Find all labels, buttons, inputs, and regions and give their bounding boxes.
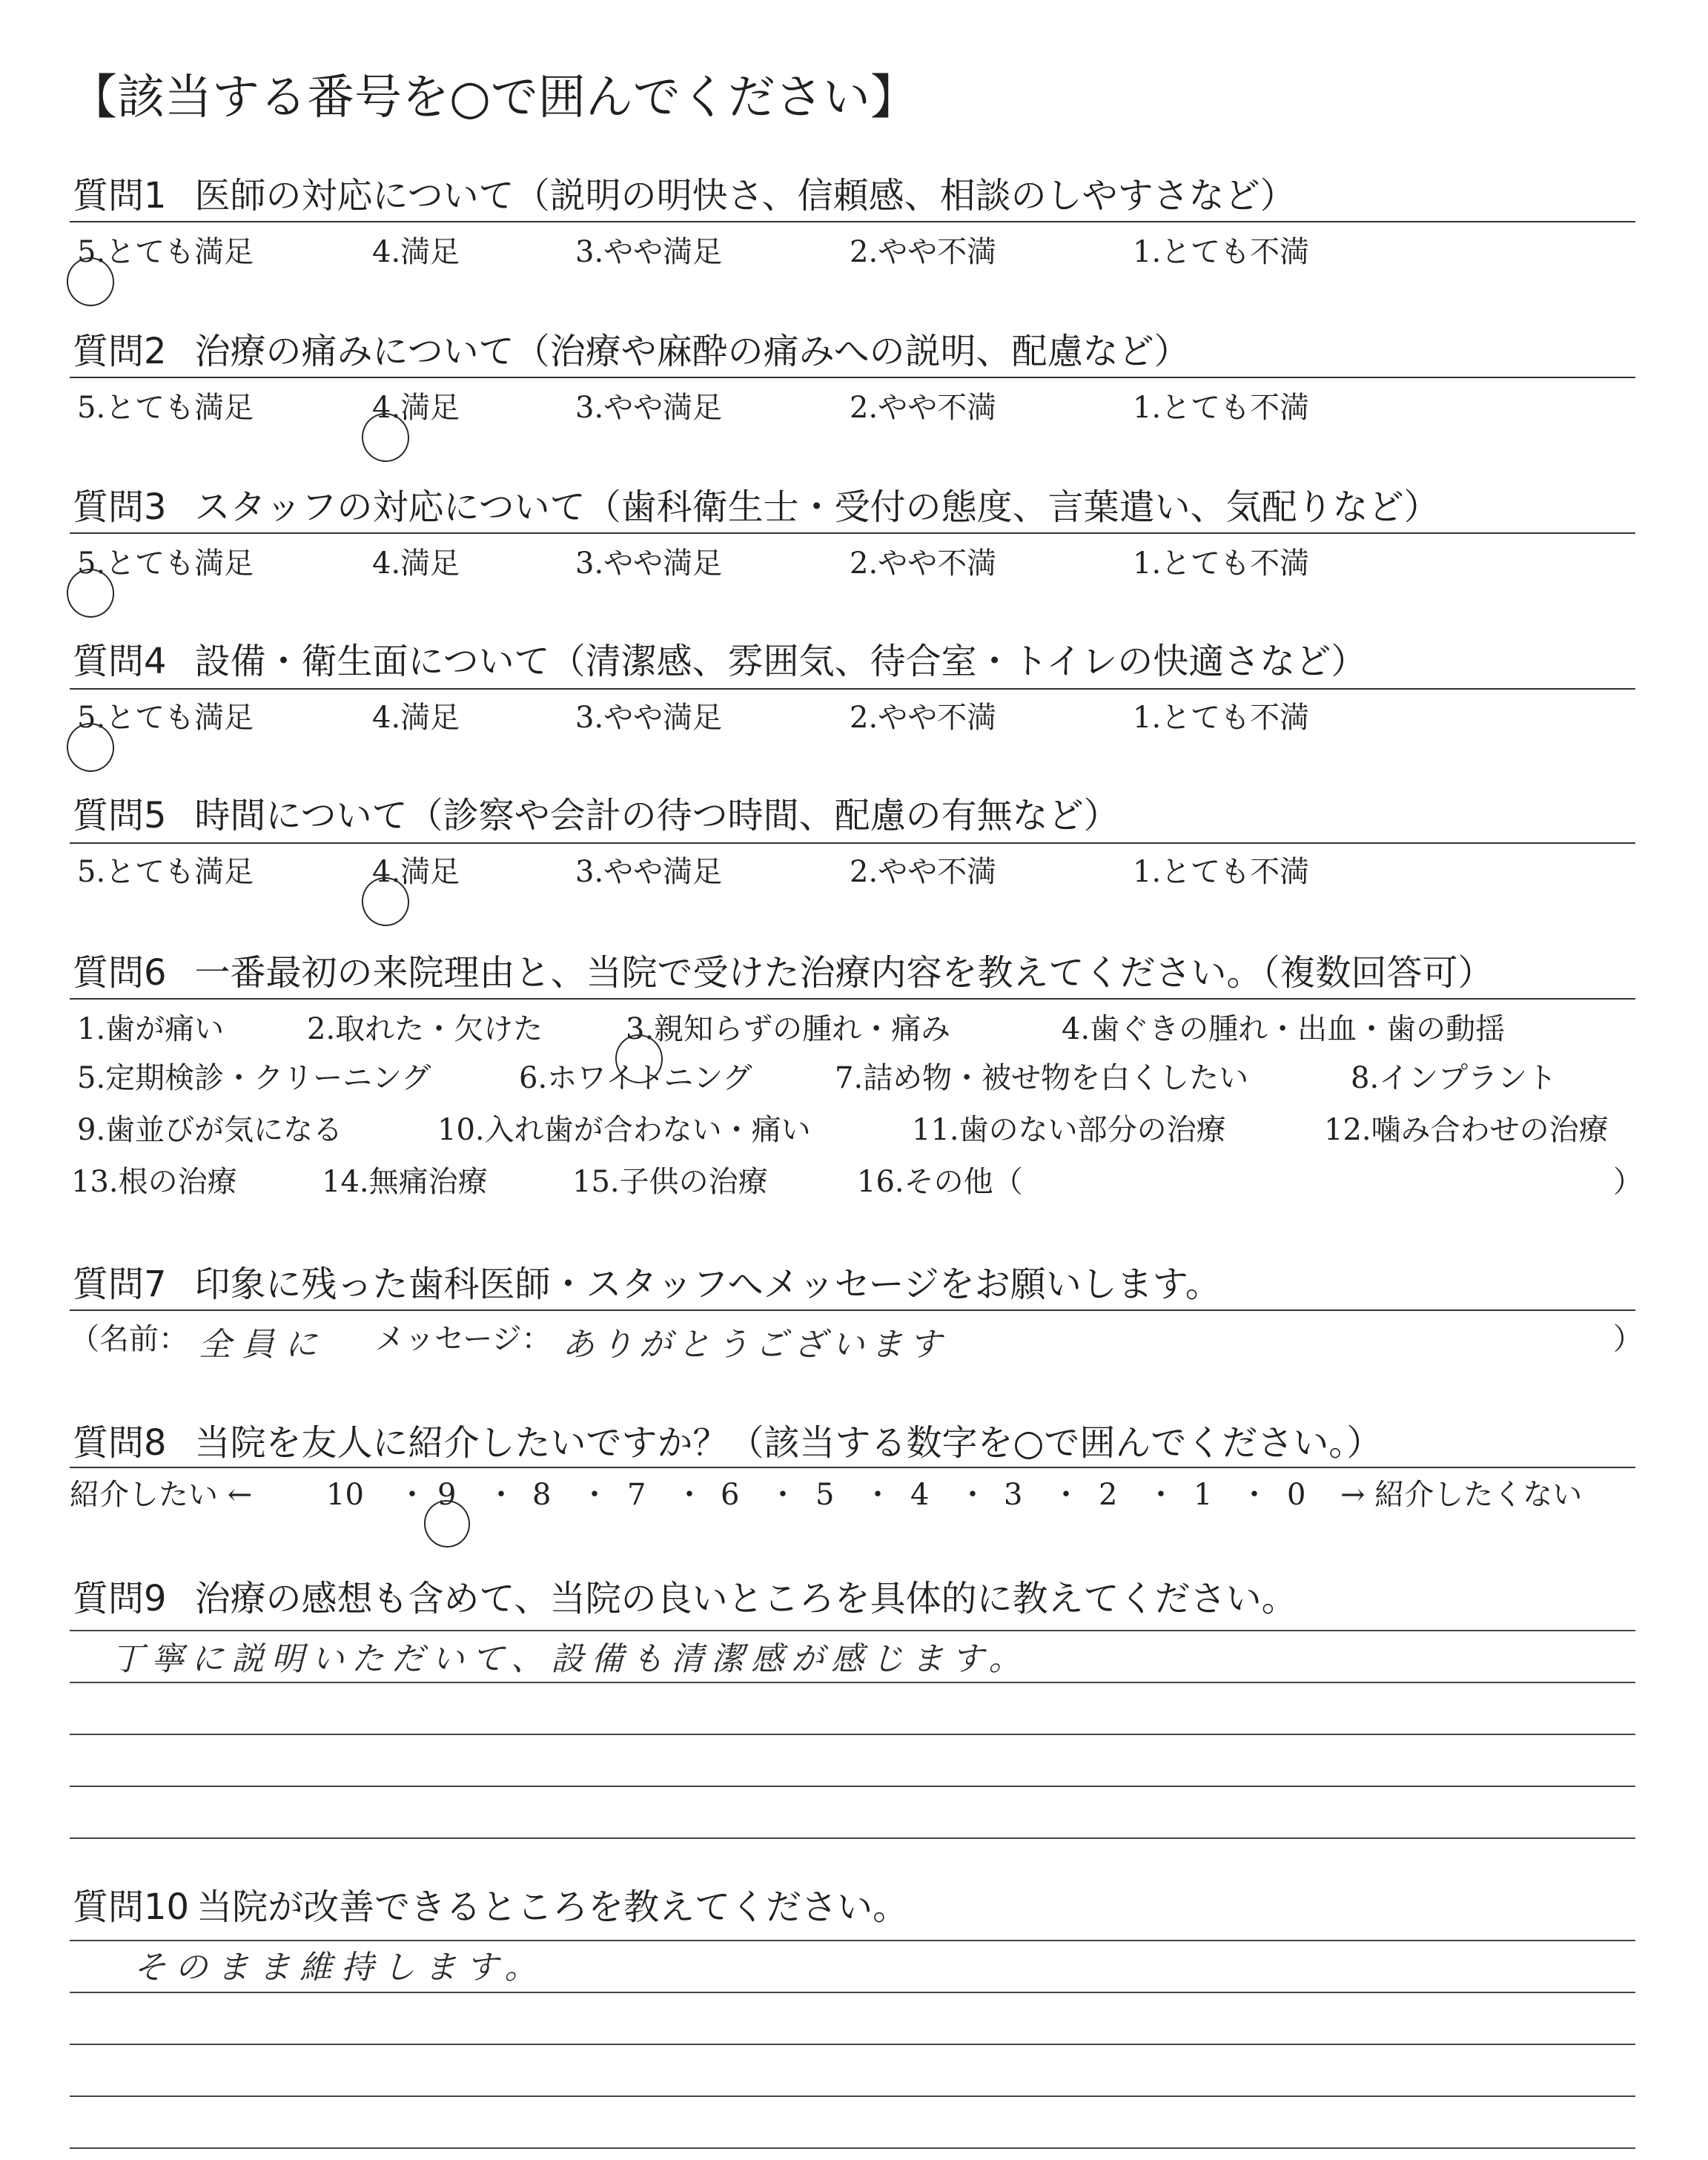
- question-8-rule: [70, 1467, 1635, 1468]
- answer-line: [70, 1786, 1635, 1787]
- q8-score-10[interactable]: 10: [326, 1478, 364, 1512]
- q6-option-14[interactable]: 14.無痛治療: [322, 1165, 488, 1199]
- q6-option-6[interactable]: 6.ホワイトニング: [519, 1061, 752, 1095]
- q6-option-3[interactable]: 3.親知らずの腫れ・痛み: [626, 1010, 950, 1048]
- q9-answer[interactable]: 丁寧に説明いただいて、設備も清潔感が感じます。: [111, 1640, 1029, 1678]
- answer-line: [70, 2044, 1635, 2045]
- question-7-label: 質問7: [73, 1264, 167, 1305]
- question-4-text: 設備・衛生面について（清潔感、雰囲気、待合室・トイレの快適さなど）: [194, 641, 1367, 682]
- question-9-title: [73, 1576, 1297, 1621]
- question-9-label: 質問9: [73, 1578, 167, 1619]
- q1-option-4[interactable]: 4.満足: [372, 235, 460, 269]
- q8-dot: ・: [768, 1478, 798, 1512]
- q8-dot: ・: [1146, 1478, 1176, 1512]
- q8-score-9[interactable]: 9: [437, 1476, 456, 1514]
- q2-option-3[interactable]: 3.やや満足: [575, 391, 723, 425]
- question-1-text: 医師の対応について（説明の明快さ、信頼感、相談のしやすさなど）: [194, 175, 1296, 217]
- q6-option-12[interactable]: 12.噛み合わせの治療: [1324, 1113, 1609, 1147]
- answer-line: [70, 1992, 1635, 1993]
- q8-score-3[interactable]: 3: [1004, 1478, 1023, 1512]
- question-4-title: [73, 639, 1366, 684]
- q4-option-4[interactable]: 4.満足: [372, 701, 460, 735]
- question-8-label: 質問8: [73, 1422, 167, 1464]
- q8-dot: ・: [1051, 1478, 1081, 1512]
- q8-dot: ・: [486, 1478, 516, 1512]
- q8-score-6[interactable]: 6: [721, 1478, 740, 1512]
- q2-option-4[interactable]: 4.満足: [372, 389, 460, 427]
- q6-option-9[interactable]: 9.歯並びが気になる: [77, 1113, 343, 1147]
- q8-score-7[interactable]: 7: [627, 1478, 646, 1512]
- q8-score-8[interactable]: 8: [532, 1478, 552, 1512]
- question-6-label: 質問6: [73, 952, 167, 994]
- question-1-title: [73, 174, 1296, 218]
- question-6-rule: [70, 998, 1635, 1000]
- q5-option-3[interactable]: 3.やや満足: [575, 855, 723, 889]
- question-7-title: [73, 1262, 1221, 1307]
- q6-option-11[interactable]: 11.歯のない部分の治療: [912, 1113, 1226, 1147]
- answer-line: [70, 1837, 1635, 1839]
- question-3-rule: [70, 532, 1635, 534]
- q6-option-4[interactable]: 4.歯ぐきの腫れ・出血・歯の動揺: [1062, 1012, 1506, 1046]
- answer-circle-mark: [420, 1496, 474, 1551]
- q6-option-13[interactable]: 13.根の治療: [71, 1165, 237, 1199]
- q4-option-3[interactable]: 3.やや満足: [575, 701, 723, 735]
- q2-option-1[interactable]: 1.とても不満: [1133, 391, 1310, 425]
- question-3-title: [73, 485, 1440, 529]
- q2-option-5[interactable]: 5.とても満足: [77, 391, 254, 425]
- answer-line: [70, 1682, 1635, 1683]
- q8-dot: ・: [580, 1478, 609, 1512]
- q5-option-1[interactable]: 1.とても不満: [1133, 855, 1310, 889]
- question-10-title: [73, 1885, 908, 1929]
- q8-left-label: 紹介したい ←: [70, 1478, 253, 1512]
- q2-option-2[interactable]: 2.やや不満: [850, 391, 997, 425]
- q4-option-5[interactable]: 5.とても満足: [77, 698, 254, 737]
- answer-line: [70, 1630, 1635, 1631]
- q7-message-value[interactable]: ありがとうございます: [562, 1326, 947, 1364]
- answer-line: [70, 1940, 1635, 1941]
- question-8-title: [73, 1421, 1382, 1465]
- question-10-text: 当院が改善できるところを教えてください。: [196, 1886, 909, 1928]
- q8-dot: ・: [863, 1478, 893, 1512]
- q6-option-5[interactable]: 5.定期検診・クリーニング: [77, 1061, 431, 1095]
- q3-option-3[interactable]: 3.やや満足: [575, 546, 723, 581]
- q5-option-5[interactable]: 5.とても満足: [77, 855, 254, 889]
- q6-option-10[interactable]: 10.入れ歯が合わない・痛い: [437, 1113, 811, 1147]
- question-2-rule: [70, 377, 1635, 378]
- answer-line: [70, 1734, 1635, 1735]
- q8-dot: ・: [1239, 1478, 1269, 1512]
- question-5-rule: [70, 842, 1635, 844]
- q3-option-4[interactable]: 4.満足: [372, 546, 460, 581]
- q3-option-2[interactable]: 2.やや不満: [850, 546, 997, 581]
- q1-option-5[interactable]: 5.とても満足: [77, 233, 254, 271]
- question-10-label: 質問10: [73, 1886, 190, 1928]
- q6-close-paren: ）: [1613, 1165, 1643, 1199]
- q6-option-8[interactable]: 8.インプラント: [1351, 1061, 1558, 1095]
- q6-option-2[interactable]: 2.取れた・欠けた: [307, 1012, 543, 1046]
- q7-name-value[interactable]: 全員に: [199, 1326, 328, 1364]
- answer-line: [70, 2147, 1635, 2149]
- q7-message-label: メッセージ：: [375, 1322, 552, 1356]
- question-6-title: [73, 951, 1494, 995]
- q8-score-5[interactable]: 5: [815, 1478, 835, 1512]
- q8-score-0[interactable]: 0: [1287, 1478, 1306, 1512]
- answer-line: [70, 2095, 1635, 2097]
- q5-option-2[interactable]: 2.やや不満: [850, 855, 997, 889]
- q8-score-4[interactable]: 4: [910, 1478, 930, 1512]
- question-2-label: 質問2: [73, 331, 167, 372]
- question-5-text: 時間について（診察や会計の待つ時間、配慮の有無など）: [194, 795, 1119, 836]
- q1-option-3[interactable]: 3.やや満足: [575, 235, 723, 269]
- question-2-title: [73, 329, 1190, 374]
- q5-option-4[interactable]: 4.満足: [372, 853, 460, 891]
- q3-option-1[interactable]: 1.とても不満: [1133, 546, 1310, 581]
- question-6-text: 一番最初の来院理由と、当院で受けた治療内容を教えてください。（複数回答可）: [194, 952, 1494, 994]
- question-2-text: 治療の痛みについて（治療や麻酔の痛みへの説明、配慮など）: [194, 331, 1190, 372]
- question-1-rule: [70, 221, 1635, 222]
- question-4-label: 質問4: [73, 641, 167, 682]
- q6-option-1[interactable]: 1.歯が痛い: [77, 1012, 225, 1046]
- q8-dot: ・: [675, 1478, 704, 1512]
- question-4-rule: [70, 688, 1635, 690]
- q4-option-1[interactable]: 1.とても不満: [1133, 701, 1310, 735]
- q4-option-2[interactable]: 2.やや不満: [850, 701, 997, 735]
- page-heading: 【該当する番号を○で囲んでください】: [70, 70, 918, 125]
- question-5-title: [73, 793, 1119, 838]
- q1-option-1[interactable]: 1.とても不満: [1133, 235, 1310, 269]
- q8-right-label: → 紹介したくない: [1340, 1478, 1583, 1512]
- question-7-text: 印象に残った歯科医師・スタッフへメッセージをお願いします。: [194, 1264, 1221, 1305]
- question-3-label: 質問3: [73, 486, 167, 528]
- q7-name-label: （名前：: [70, 1322, 188, 1356]
- q10-answer[interactable]: そのまま維持します。: [133, 1949, 546, 1986]
- q8-dot: ・: [958, 1478, 987, 1512]
- question-9-text: 治療の感想も含めて、当院の良いところを具体的に教えてください。: [194, 1578, 1297, 1619]
- question-5-label: 質問5: [73, 795, 167, 836]
- q1-option-2[interactable]: 2.やや不満: [850, 235, 997, 269]
- q6-option-16[interactable]: 16.その他（: [857, 1165, 1023, 1199]
- q3-option-5[interactable]: 5.とても満足: [77, 544, 254, 583]
- q6-option-7[interactable]: 7.詰め物・被せ物を白くしたい: [835, 1061, 1249, 1095]
- question-3-text: スタッフの対応について（歯科衛生士・受付の態度、言葉遣い、気配りなど）: [194, 486, 1440, 528]
- question-8-text: 当院を友人に紹介したいですか？（該当する数字を○で囲んでください。）: [194, 1422, 1383, 1464]
- q8-dot: ・: [397, 1478, 427, 1512]
- q8-score-2[interactable]: 2: [1099, 1478, 1118, 1512]
- question-7-rule: [70, 1309, 1635, 1311]
- q7-close-paren: ）: [1613, 1322, 1643, 1356]
- question-1-label: 質問1: [73, 175, 167, 217]
- q8-score-1[interactable]: 1: [1194, 1478, 1213, 1512]
- q6-option-15[interactable]: 15.子供の治療: [572, 1165, 768, 1199]
